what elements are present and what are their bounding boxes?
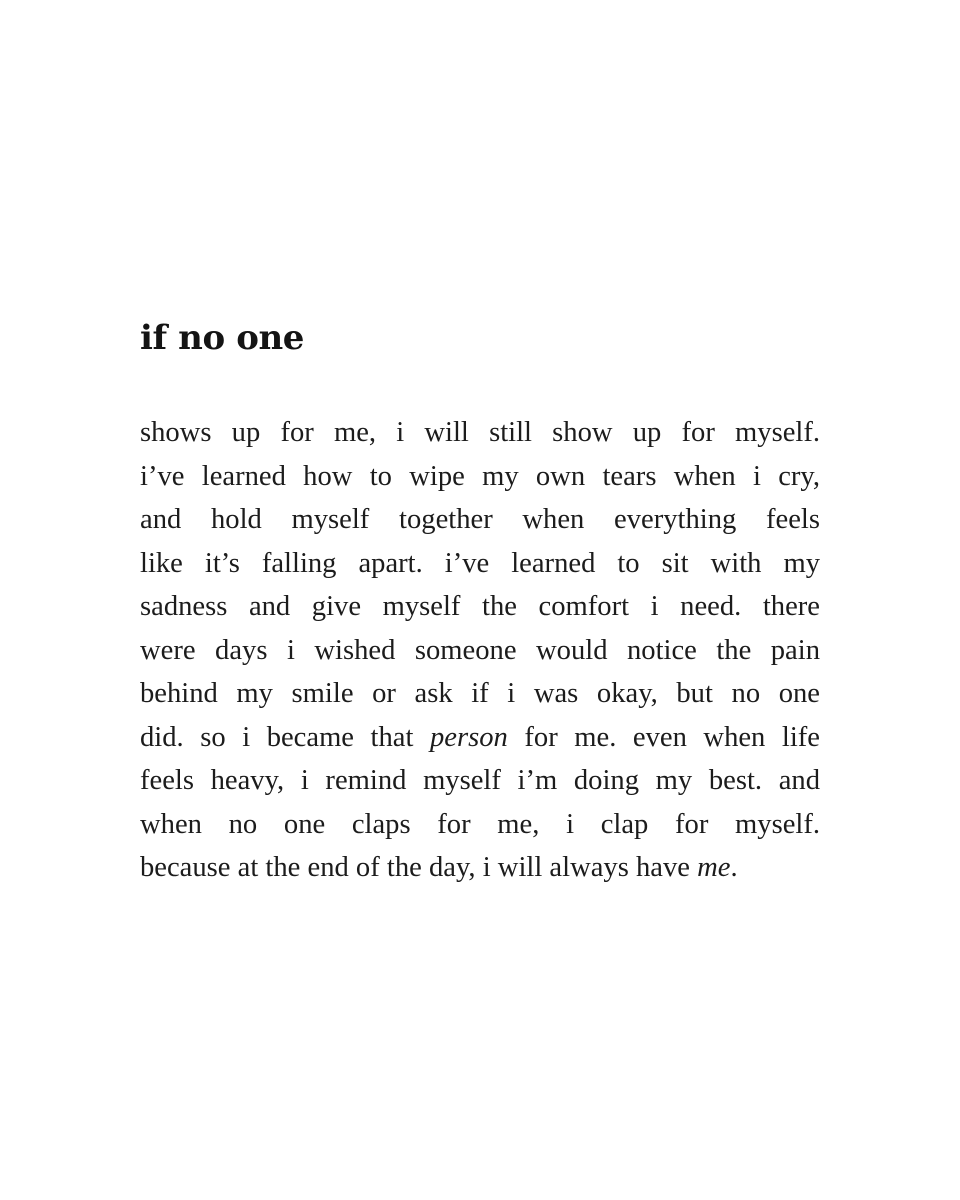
poem-line [140, 629, 820, 673]
poem-line-text: because at the end of the day, i will always have [140, 852, 698, 883]
poem-line-last [140, 846, 820, 890]
poem-line-text: for me. even when life [507, 721, 820, 753]
poem-line-text: did. so i became that [140, 721, 430, 753]
poem-line [140, 585, 820, 629]
poem-line-text: behind my smile or ask if i was okay, but no one [140, 678, 820, 709]
poem-line-text: . [730, 852, 738, 883]
poem-line [140, 455, 820, 499]
poem-line [140, 411, 820, 455]
poem-line-text: were days i wished someone would notice the pain [140, 634, 820, 666]
poem-line [140, 542, 820, 586]
poem-body [140, 411, 820, 890]
poem-line [140, 716, 820, 760]
poem-line-text: sadness and give myself the comfort i need. there [140, 591, 820, 622]
poem-line-text: like it’s falling apart. i’ve learned to sit with my [140, 547, 820, 579]
poem-line-text: feels heavy, i remind myself i’m doing my best. and [140, 765, 820, 796]
poem-line-text: and hold myself together when everything feels [140, 504, 820, 535]
poem-block [140, 316, 820, 890]
poem-line-text: when no one claps for me, i clap for myself. [140, 808, 820, 840]
poem-line-text: shows up for me, i will still show up for myself. [140, 417, 820, 448]
poem-emphasis: me [697, 852, 731, 883]
poem-line [140, 759, 820, 803]
poem-title: if no one [140, 318, 305, 358]
poem-emphasis: person [429, 721, 508, 753]
poem-line-text: i’ve learned how to wipe my own tears when i cry, [140, 460, 820, 492]
poem-line [140, 498, 820, 542]
poem-line [140, 803, 820, 847]
poem-line [140, 672, 820, 716]
